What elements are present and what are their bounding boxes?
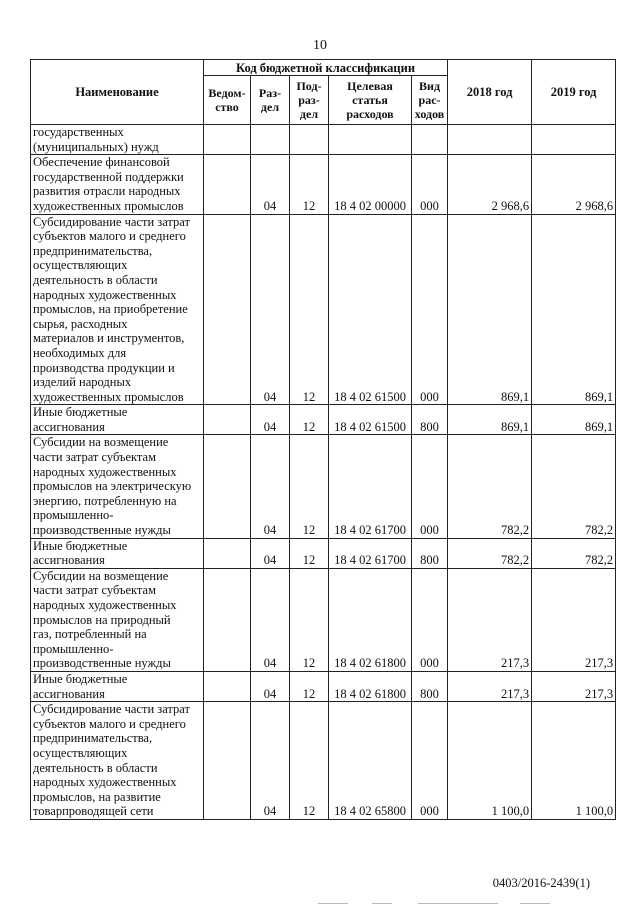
table-row: [31, 538, 616, 568]
cell-podrazdel: 12: [290, 702, 329, 820]
cell-podrazdel: 12: [290, 435, 329, 538]
scan-artifact: [372, 903, 392, 904]
cell-ved: [204, 214, 251, 405]
cell-podrazdel: 12: [290, 405, 329, 435]
cell-y2018: 217,3: [448, 568, 532, 671]
cell-vid: 000: [412, 435, 448, 538]
cell-razdel: 04: [251, 702, 290, 820]
cell-y2019: 869,1: [532, 214, 616, 405]
cell-name: Субсидии на возмещение части затрат субъектам народных художественных промыслов на природный газ, потребленный на промышленно- производственные нужды: [31, 568, 204, 671]
header-2019: 2019 год: [532, 60, 616, 125]
page-number: 10: [313, 38, 327, 53]
cell-name: Иные бюджетные ассигнования: [31, 671, 204, 701]
cell-razdel: 04: [251, 155, 290, 214]
cell-ved: [204, 538, 251, 568]
table-row: [31, 671, 616, 701]
cell-razdel: 04: [251, 538, 290, 568]
header-statia: Целевая статья расходов: [329, 76, 412, 125]
cell-y2019: 217,3: [532, 568, 616, 671]
cell-y2018: 782,2: [448, 538, 532, 568]
cell-y2019: 782,2: [532, 538, 616, 568]
cell-vid: 800: [412, 671, 448, 701]
cell-statia: [329, 125, 412, 155]
cell-ved: [204, 405, 251, 435]
cell-y2019: 2 968,6: [532, 155, 616, 214]
cell-razdel: 04: [251, 405, 290, 435]
cell-podrazdel: 12: [290, 214, 329, 405]
cell-name: Субсидирование части затрат субъектов малого и среднего предпринимательства, осуществляющих деятельность в области народных художественных промыслов, на развитие товарпроводящей сети: [31, 702, 204, 820]
cell-y2018: [448, 125, 532, 155]
table-row: [31, 155, 616, 214]
cell-statia: 18 4 02 65800: [329, 702, 412, 820]
cell-razdel: [251, 125, 290, 155]
header-ved: Ведом- ство: [204, 76, 251, 125]
cell-y2019: 1 100,0: [532, 702, 616, 820]
cell-name: Обеспечение финансовой государственной поддержки развития отрасли народных художественных промыслов: [31, 155, 204, 214]
cell-razdel: 04: [251, 568, 290, 671]
document-code: 0403/2016-2439(1): [492, 876, 590, 890]
cell-name: Иные бюджетные ассигнования: [31, 538, 204, 568]
table-body: [31, 125, 616, 820]
cell-statia: 18 4 02 00000: [329, 155, 412, 214]
cell-vid: 800: [412, 538, 448, 568]
cell-y2019: [532, 125, 616, 155]
table-row: [31, 702, 616, 820]
cell-y2018: 1 100,0: [448, 702, 532, 820]
cell-vid: 000: [412, 568, 448, 671]
cell-vid: 000: [412, 155, 448, 214]
table-row: [31, 405, 616, 435]
cell-ved: [204, 435, 251, 538]
cell-ved: [204, 568, 251, 671]
cell-statia: 18 4 02 61500: [329, 405, 412, 435]
scan-artifact: [520, 903, 550, 904]
cell-ved: [204, 702, 251, 820]
cell-podrazdel: 12: [290, 671, 329, 701]
cell-y2018: 782,2: [448, 435, 532, 538]
cell-statia: 18 4 02 61800: [329, 568, 412, 671]
header-name: Наименование: [31, 60, 204, 125]
cell-name: государственных (муниципальных) нужд: [31, 125, 204, 155]
header-podrazdel: Под- раз- дел: [290, 76, 329, 125]
header-2018: 2018 год: [448, 60, 532, 125]
cell-podrazdel: 12: [290, 538, 329, 568]
cell-razdel: 04: [251, 671, 290, 701]
cell-name: Субсидии на возмещение части затрат субъектам народных художественных промыслов на электрическую энергию, потребленную на промышленно- производственные нужды: [31, 435, 204, 538]
cell-podrazdel: [290, 125, 329, 155]
cell-vid: 000: [412, 214, 448, 405]
header-vid: Вид рас- ходов: [412, 76, 448, 125]
cell-y2018: 869,1: [448, 214, 532, 405]
cell-ved: [204, 671, 251, 701]
cell-vid: 000: [412, 702, 448, 820]
header-code-group: Код бюджетной классификации: [204, 60, 448, 76]
table-row: [31, 435, 616, 538]
table-row: [31, 125, 616, 155]
scan-artifact: [418, 903, 498, 904]
cell-statia: 18 4 02 61700: [329, 435, 412, 538]
cell-razdel: 04: [251, 214, 290, 405]
cell-y2018: 217,3: [448, 671, 532, 701]
cell-statia: 18 4 02 61500: [329, 214, 412, 405]
cell-y2018: 869,1: [448, 405, 532, 435]
budget-table: [30, 59, 616, 820]
cell-statia: 18 4 02 61700: [329, 538, 412, 568]
cell-name: Иные бюджетные ассигнования: [31, 405, 204, 435]
cell-vid: [412, 125, 448, 155]
cell-ved: [204, 155, 251, 214]
cell-ved: [204, 125, 251, 155]
cell-y2018: 2 968,6: [448, 155, 532, 214]
cell-razdel: 04: [251, 435, 290, 538]
cell-y2019: 217,3: [532, 671, 616, 701]
table-row: [31, 568, 616, 671]
cell-vid: 800: [412, 405, 448, 435]
header-razdel: Раз- дел: [251, 76, 290, 125]
table-row: [31, 214, 616, 405]
cell-y2019: 782,2: [532, 435, 616, 538]
cell-podrazdel: 12: [290, 155, 329, 214]
scan-artifact: [318, 903, 348, 904]
cell-name: Субсидирование части затрат субъектов малого и среднего предпринимательства, осуществляющих деятельность в области народных художественных промыслов, на приобретение сырья, расходных материалов и инструментов, необходимых для производства продукции и изделий народных художественных промыслов: [31, 214, 204, 405]
cell-y2019: 869,1: [532, 405, 616, 435]
cell-statia: 18 4 02 61800: [329, 671, 412, 701]
cell-podrazdel: 12: [290, 568, 329, 671]
